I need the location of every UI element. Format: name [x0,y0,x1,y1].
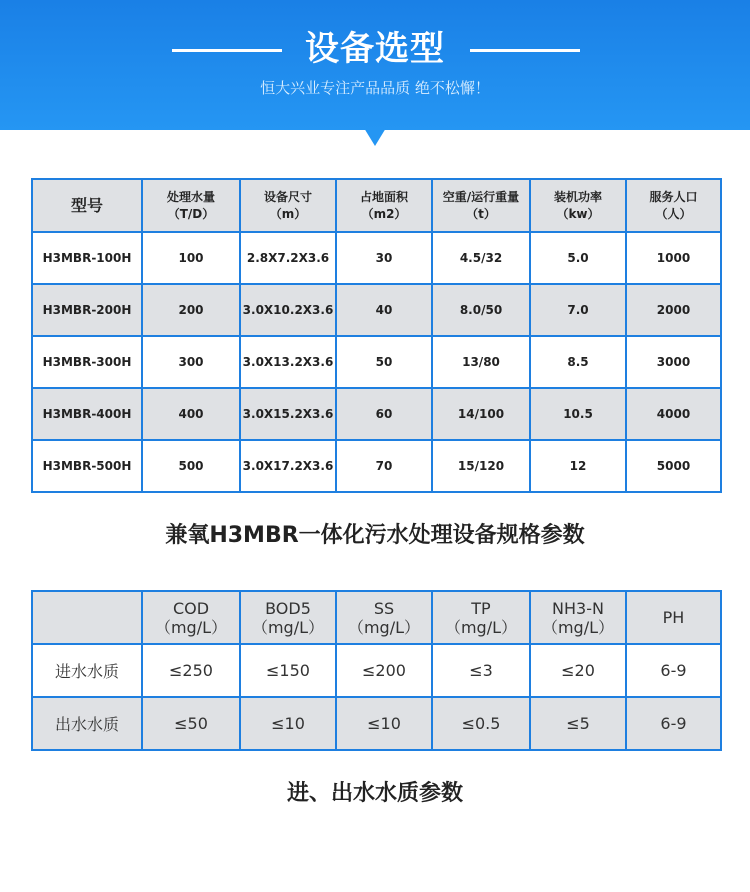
table-cell: H3MBR-400H [32,388,142,440]
quality-table-caption: 进、出水水质参数 [286,781,463,806]
header-label: COD [172,598,210,618]
header-cell [240,591,336,644]
spec-table-header [32,179,721,232]
table-row [32,284,721,336]
table-row [32,440,721,492]
header-label: 服务人口 [649,189,698,204]
table-cell: ≤5 [530,697,626,750]
header-cell [32,591,142,644]
header-cell [432,591,530,644]
table-cell: 3.0X15.2X3.6 [240,388,336,440]
table-row [32,232,721,284]
table-cell: 8.5 [530,336,626,388]
table-row [32,697,721,750]
table-cell: 4000 [626,388,721,440]
header-unit: （m2） [361,206,407,221]
table-cell: ≤0.5 [432,697,530,750]
header-unit: （t） [466,206,496,221]
table-cell: 12 [530,440,626,492]
header-unit: （m） [269,206,307,221]
table-cell: 进水水质 [32,644,142,697]
header-label: PH [662,608,685,627]
header-unit: （T/D） [167,206,215,221]
table-cell: 3.0X17.2X3.6 [240,440,336,492]
header-unit: （mg/L） [251,617,325,637]
table-cell: ≤3 [432,644,530,697]
table-cell: 10.5 [530,388,626,440]
table-cell: 8.0/50 [432,284,530,336]
table-cell: ≤10 [336,697,432,750]
table-cell: 14/100 [432,388,530,440]
header-cell [626,179,721,232]
header-label: 占地面积 [359,189,408,204]
table-cell: 13/80 [432,336,530,388]
header-cell [336,591,432,644]
table-cell: 70 [336,440,432,492]
table-cell: 2.8X7.2X3.6 [240,232,336,284]
header-unit: （mg/L） [154,617,228,637]
header-label: 型号 [70,196,103,215]
table-cell: 5.0 [530,232,626,284]
table-cell: ≤250 [142,644,240,697]
table-cell: H3MBR-300H [32,336,142,388]
header-cell [142,591,240,644]
table-row [32,388,721,440]
table-cell: ≤50 [142,697,240,750]
table-cell: ≤150 [240,644,336,697]
header-label: 空重/运行重量 [442,189,520,204]
table-cell: 60 [336,388,432,440]
table-cell: H3MBR-200H [32,284,142,336]
table-cell: 30 [336,232,432,284]
table-cell: 3.0X13.2X3.6 [240,336,336,388]
table-row [32,644,721,697]
table-cell: 3000 [626,336,721,388]
header-unit: （kw） [556,206,600,221]
table-cell: 1000 [626,232,721,284]
table-cell: 400 [142,388,240,440]
header-label: 装机功率 [553,189,602,204]
table-cell: ≤200 [336,644,432,697]
table-cell: 5000 [626,440,721,492]
table-cell: 40 [336,284,432,336]
header-cell [336,179,432,232]
table-cell: 4.5/32 [432,232,530,284]
table-cell: 出水水质 [32,697,142,750]
header-cell [240,179,336,232]
table-cell: H3MBR-500H [32,440,142,492]
header-cell [530,591,626,644]
header-label: 设备尺寸 [263,189,312,204]
page-title: 设备选型 [305,29,445,69]
table-cell: 100 [142,232,240,284]
spec-table-caption: 兼氧H3MBR一体化污水处理设备规格参数 [165,523,585,548]
header-label: BOD5 [265,598,311,618]
table-cell: 2000 [626,284,721,336]
table-cell: 300 [142,336,240,388]
spec-table [31,178,722,493]
table-cell: 500 [142,440,240,492]
table-cell: H3MBR-100H [32,232,142,284]
table-cell: 15/120 [432,440,530,492]
table-cell: ≤10 [240,697,336,750]
table-row [32,336,721,388]
header-label: NH3-N [552,598,604,618]
table-cell: ≤20 [530,644,626,697]
water-quality-table [31,590,722,751]
header-label: TP [471,598,491,618]
table-cell: 3.0X10.2X3.6 [240,284,336,336]
header-cell [530,179,626,232]
header-unit: （mg/L） [347,617,421,637]
table-cell: 200 [142,284,240,336]
table-cell: 50 [336,336,432,388]
header-banner [0,0,750,130]
quality-table-header [32,591,721,644]
page-subtitle: 恒大兴业专注产品品质 绝不松懈！ [260,79,490,97]
header-cell [32,179,142,232]
table-cell: 7.0 [530,284,626,336]
table-cell: 6-9 [626,697,721,750]
header-unit: （人） [655,206,692,221]
header-unit: （mg/L） [541,617,615,637]
table-cell: 6-9 [626,644,721,697]
header-cell [142,179,240,232]
header-unit: （mg/L） [444,617,518,637]
banner-pointer-icon [364,128,386,146]
header-label: SS [373,598,395,618]
header-cell [626,591,721,644]
header-cell [432,179,530,232]
header-label: 处理水量 [166,189,215,204]
